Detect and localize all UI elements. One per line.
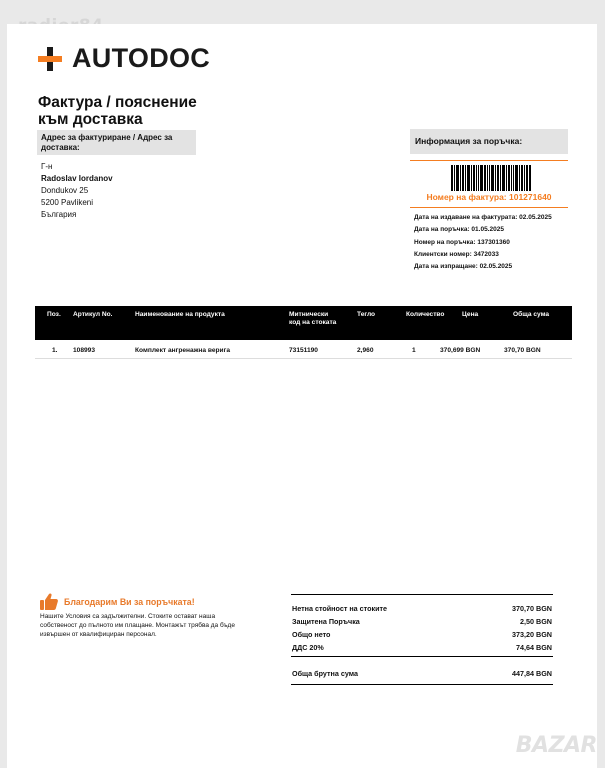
protected-order-label: Защитена Поръчка: [292, 617, 360, 626]
cell-article: 108993: [73, 347, 96, 354]
title-line-2: към доставка: [38, 111, 143, 128]
table-row: [35, 344, 572, 358]
order-info-details: [414, 213, 564, 274]
vat-row: [292, 643, 552, 656]
gross-total-label: Обща брутна сума: [292, 669, 358, 678]
country: България: [41, 210, 77, 219]
total-net-label: Общо нето: [292, 630, 331, 639]
col-weight: Тегло: [357, 311, 376, 318]
autodoc-cross-icon: [38, 47, 62, 71]
order-date: Дата на поръчка: 01.05.2025: [414, 226, 504, 234]
invoice-number: Номер на фактура: 101271640: [426, 192, 552, 202]
customer-number: Клиентски номер: 3472033: [414, 250, 499, 258]
cell-product: Комплект ангренажна верига: [135, 347, 230, 354]
salutation: Г-н: [41, 162, 53, 171]
cell-total: 370,70 BGN: [504, 347, 541, 354]
street: Dondukov 25: [41, 186, 89, 195]
col-article: Артикул No.: [73, 311, 113, 318]
row-divider: [35, 358, 572, 359]
net-goods-label: Нетна стойност на стоките: [292, 604, 388, 613]
terms-text: Нашите Условия са задължителни. Стоките остават наша собственост до пълното им плащане. Монтажът трябва да бъде извършен от квалифициран персонал.: [40, 613, 235, 638]
title-line-1: Фактура / пояснение: [38, 94, 197, 111]
col-customs-code: Митнически код на стоката: [289, 311, 337, 326]
document-title: [38, 94, 268, 128]
col-price: Цена: [462, 311, 479, 318]
watermark-bazar: BAZAR: [515, 733, 597, 758]
net-goods-value: 370,70 BGN: [512, 604, 552, 613]
cell-price: 370,699 BGN: [440, 347, 481, 354]
brand-name: AUTODOC: [72, 43, 211, 73]
vat-value: 74,64 BGN: [516, 643, 552, 652]
cell-customs-code: 73151190: [289, 347, 318, 354]
billing-address: [41, 161, 113, 221]
vat-label: ДДС 20%: [292, 643, 324, 652]
city: 5200 Pavlikeni: [41, 198, 94, 207]
barcode-icon: [451, 165, 531, 191]
thanks-block: [40, 593, 195, 610]
divider: [291, 684, 553, 685]
cell-weight: 2,960: [357, 347, 374, 354]
divider: [291, 594, 553, 595]
address-heading: Адрес за фактуриране / Адрес за доставка:: [37, 130, 196, 155]
divider: [410, 160, 568, 161]
cell-pos: 1.: [52, 347, 58, 354]
col-pos: Поз.: [47, 311, 61, 318]
divider: [410, 207, 568, 208]
order-info-heading: Информация за поръчка:: [410, 129, 568, 154]
divider: [291, 656, 553, 657]
total-net-row: [292, 630, 552, 643]
total-net-value: 373,20 BGN: [512, 630, 552, 639]
items-table-header: [35, 306, 572, 340]
order-number: Номер на поръчка: 137301360: [414, 238, 510, 246]
invoice-page: [7, 24, 597, 768]
col-quantity: Количество: [406, 311, 445, 318]
issue-date: Дата на издаване на фактурата: 02.05.2025: [414, 214, 552, 221]
cell-quantity: 1: [412, 347, 416, 354]
autodoc-logo: [38, 43, 210, 74]
protected-order-value: 2,50 BGN: [520, 617, 552, 626]
net-goods-row: [292, 604, 552, 617]
col-total: Обща сума: [513, 311, 550, 318]
thanks-text: Благодарим Ви за поръчката!: [64, 596, 195, 607]
protected-order-row: [292, 617, 552, 630]
ship-date: Дата на изпращане: 02.05.2025: [414, 263, 513, 271]
customer-name: Radoslav Iordanov: [41, 174, 113, 183]
gross-total-row: [292, 669, 552, 682]
gross-total-value: 447,84 BGN: [512, 669, 552, 678]
col-product: Наименование на продукта: [135, 311, 225, 318]
thumbs-up-icon: [40, 593, 58, 610]
